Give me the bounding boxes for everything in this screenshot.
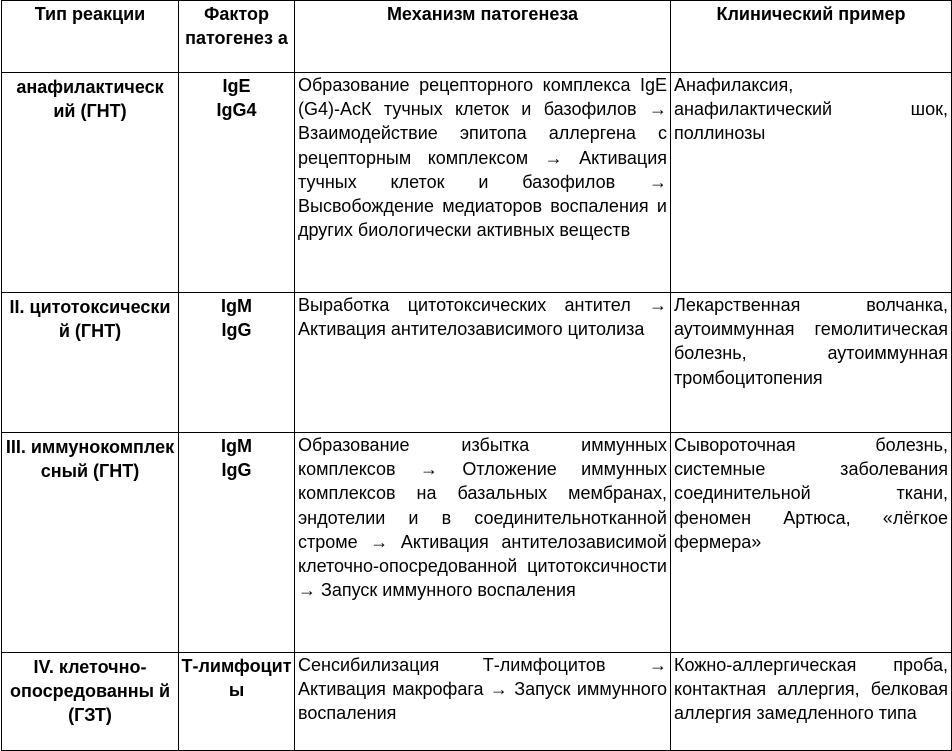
factor-line: IgE [222,76,251,96]
header-mechanism: Механизм патогенеза [295,1,671,73]
factor-cell [179,653,295,751]
table-row [2,73,952,293]
factor-line: IgM [221,436,252,456]
header-factor: Фактор патогенез а [179,1,295,73]
factor-cell [179,433,295,653]
factor-line: IgG4 [216,100,257,121]
example-cell: Лекарственная волчанка, аутоиммунная гемолитическая болезнь, аутоиммунная тромбоцитопения [671,293,952,433]
example-cell: Анафилаксия, анафилактический шок, поллинозы [671,73,952,293]
example-cell: Сывороточная болезнь, системные заболевания соединительной ткани, феномен Артюса, «лёгкое фермера» [671,433,952,653]
factor-cell [179,293,295,433]
reaction-type-cell: IV. клеточно-опосредованны й (ГЗТ) [2,653,179,751]
table-row [2,433,952,653]
reaction-type-cell: II. цитотоксически й (ГНТ) [2,293,179,433]
factor-line: Т-лимфоцит ы [181,656,292,701]
header-type: Тип реакции [2,1,179,73]
table-row [2,293,952,433]
factor-line: IgM [221,296,252,316]
mechanism-cell: Сенсибилизация Т-лимфоцитов → Активация макрофага → Запуск иммунного воспаления [295,653,671,751]
factor-cell [179,73,295,293]
factor-line: IgG [221,460,252,481]
factor-line: IgG [221,320,252,341]
reaction-type-cell: III. иммунокомплек сный (ГНТ) [2,433,179,653]
reaction-type-cell: анафилактическ ий (ГНТ) [2,73,179,293]
example-cell: Кожно-аллергическая проба, контактная аллергия, белковая аллергия замедленного типа [671,653,952,751]
mechanism-cell: Выработка цитотоксических антител → Активация антителозависимого цитолиза [295,293,671,433]
header-example: Клинический пример [671,1,952,73]
header-row [2,1,952,73]
table-row [2,653,952,751]
pathogenesis-table [1,0,952,751]
mechanism-cell: Образование рецепторного комплекса IgE (G4)-АсК тучных клеток и базофилов → Взаимодействие эпитопа аллергена с рецепторным комплексом → Активация тучных клеток и базофилов → Высвобождение медиаторов воспаления и других биологически активных веществ [295,73,671,293]
mechanism-cell: Образование избытка иммунных комплексов → Отложение иммунных комплексов на базальных мембранах, эндотелии и в соединительнотканной строме → Активация антителозависимой клеточно-опосредованной цитотоксичности → Запуск иммунного воспаления [295,433,671,653]
